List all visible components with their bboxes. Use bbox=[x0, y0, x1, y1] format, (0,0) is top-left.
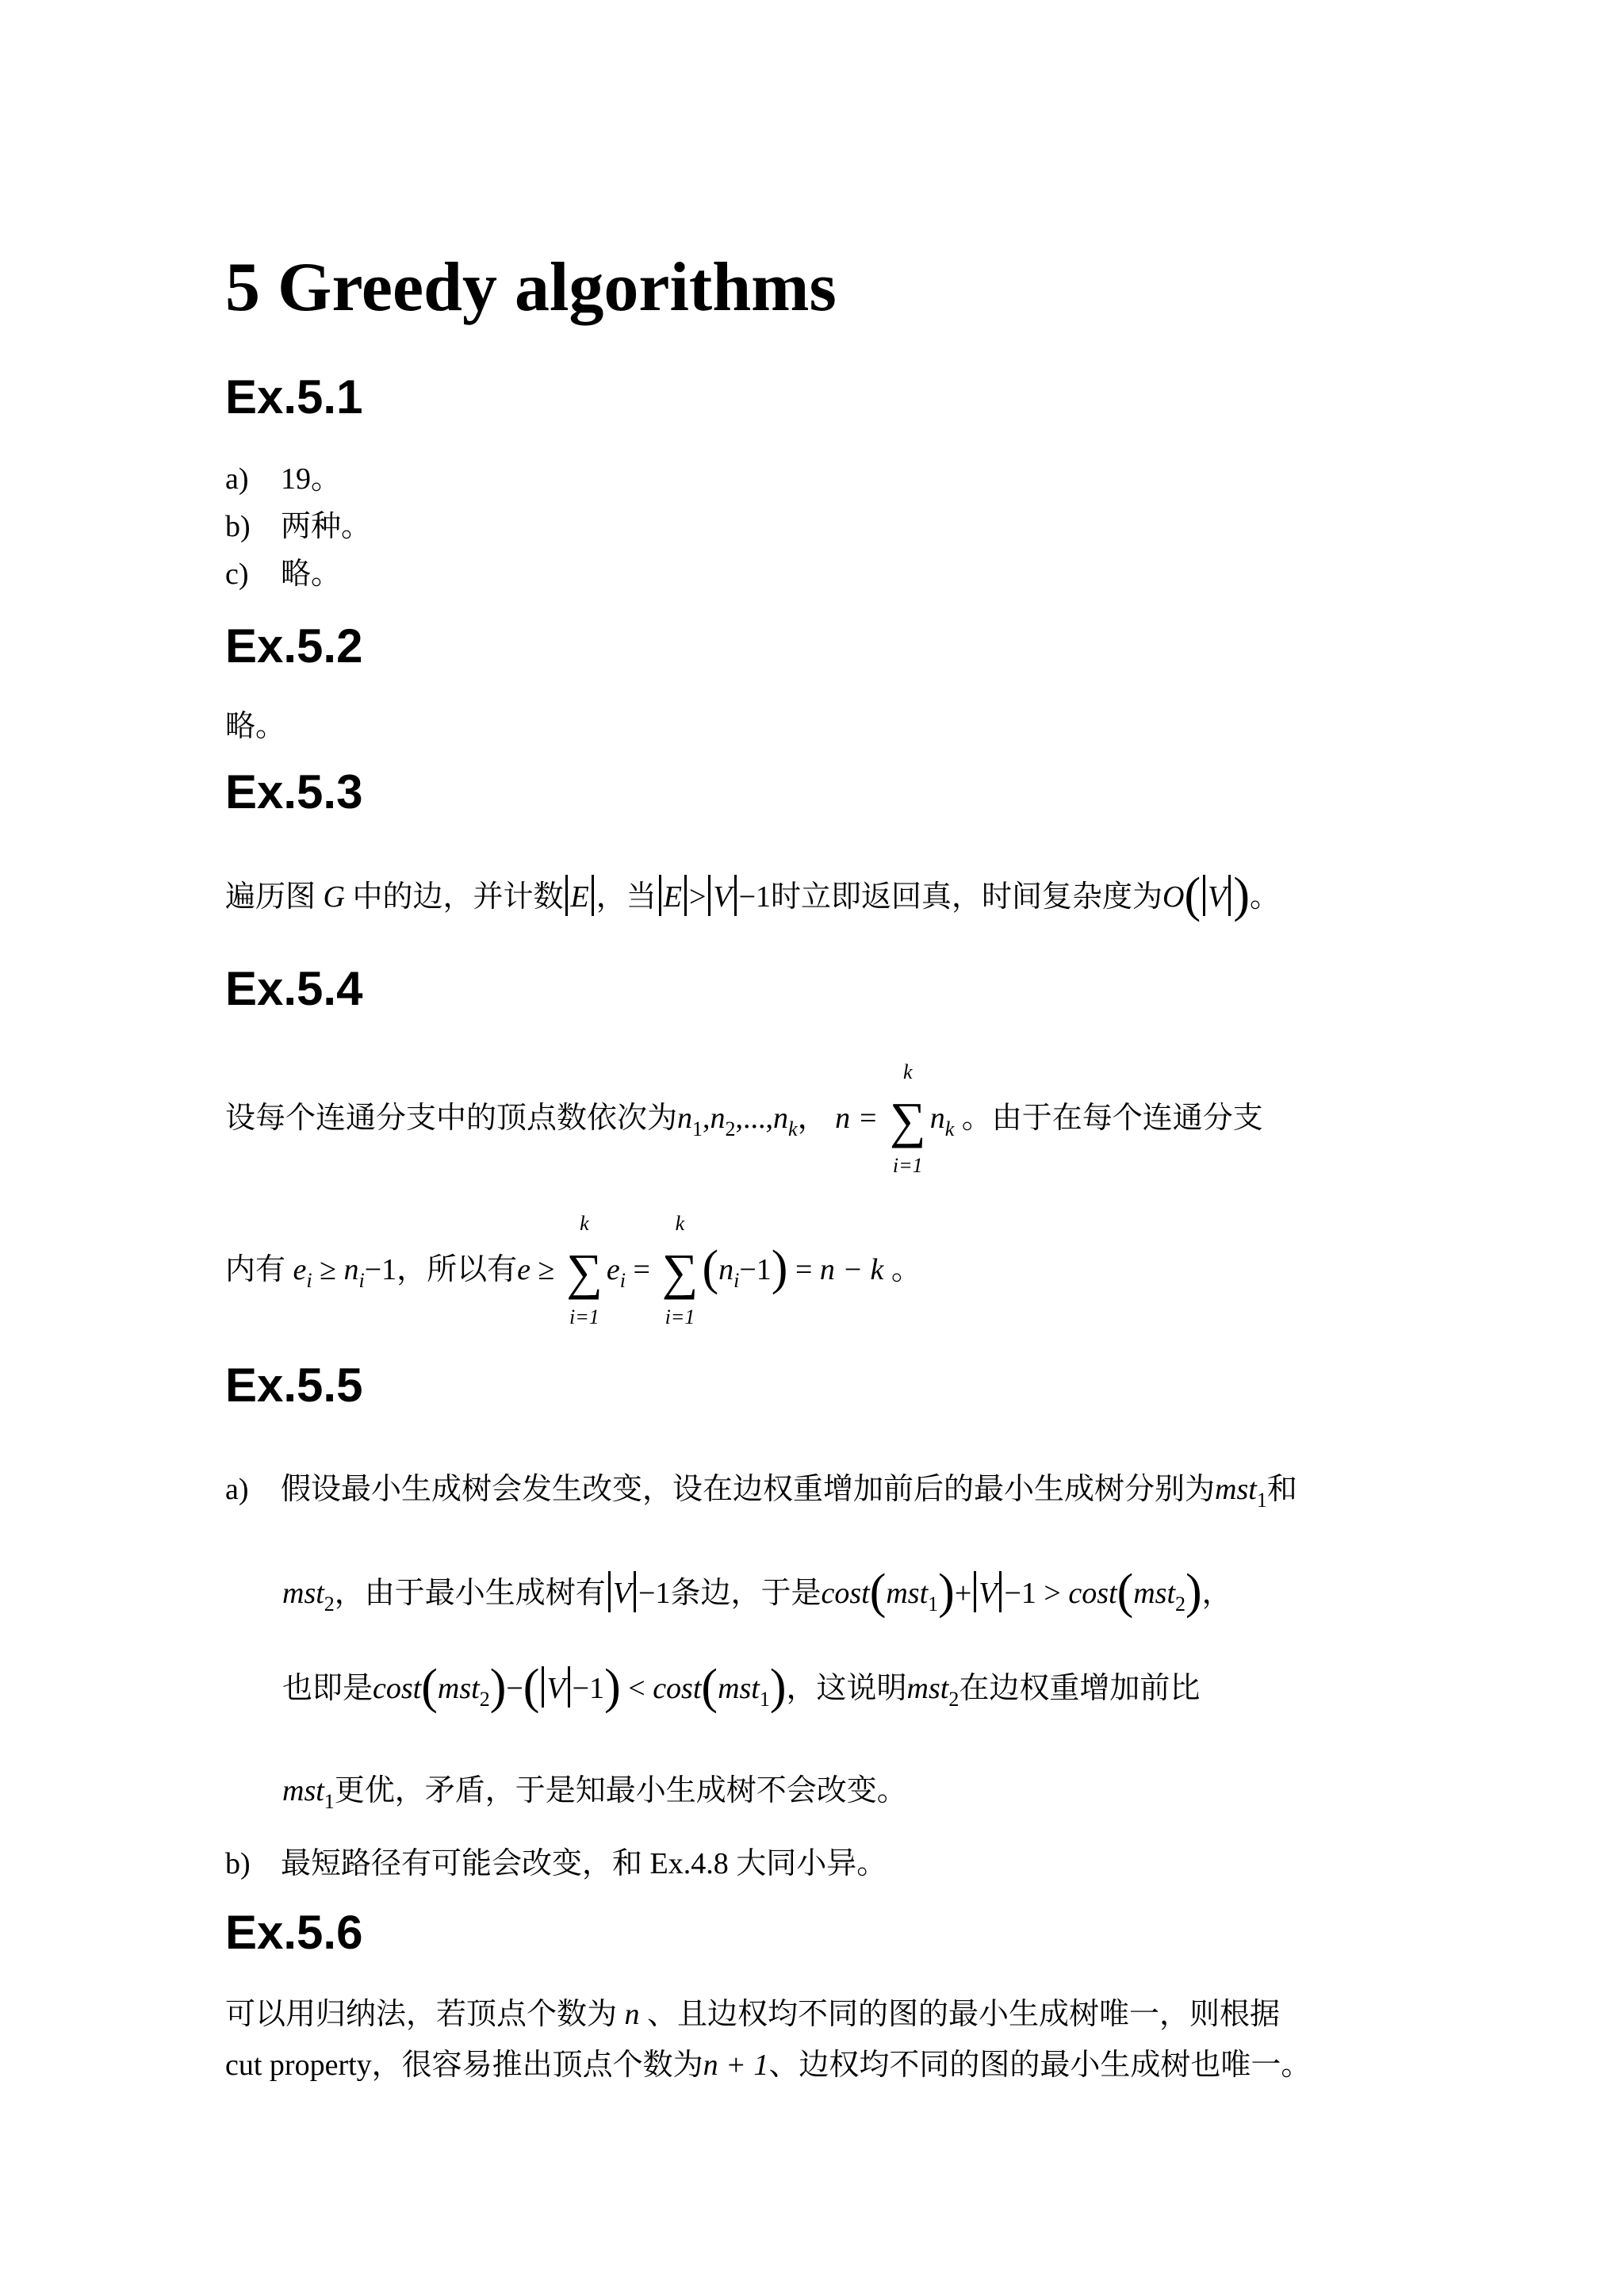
item-text: 略。 bbox=[281, 558, 342, 591]
minus-one: −1 bbox=[1004, 1577, 1036, 1610]
abs-bar bbox=[608, 1571, 611, 1612]
var-n: n bbox=[677, 1102, 693, 1135]
subscript: k bbox=[944, 1117, 955, 1140]
var-mst: mst bbox=[282, 1577, 324, 1610]
ex54-line2 bbox=[225, 1212, 921, 1328]
text: 最短路径有可能会改变，和 Ex.4.8 大同小异。 bbox=[281, 1847, 887, 1880]
item-label: c) bbox=[225, 558, 249, 591]
text: 中的边，并计数 bbox=[352, 880, 564, 914]
paren: ) bbox=[771, 1241, 788, 1295]
ex51-heading: Ex.5.1 bbox=[225, 370, 363, 424]
paren: ( bbox=[1184, 868, 1201, 922]
var-n: n bbox=[624, 1998, 640, 2031]
big-o: O bbox=[1162, 880, 1185, 914]
ex54-heading: Ex.5.4 bbox=[225, 962, 363, 1015]
text: 遍历图 bbox=[225, 880, 316, 914]
subscript: k bbox=[788, 1117, 798, 1140]
var-n: n bbox=[718, 1253, 734, 1286]
sum-lower: i=1 bbox=[569, 1305, 599, 1328]
ex52-heading: Ex.5.2 bbox=[225, 619, 363, 673]
paren: ) bbox=[1233, 868, 1251, 922]
ex56-line1 bbox=[225, 1989, 1280, 2033]
ex55-a-line2 bbox=[282, 1565, 1232, 1619]
var-G: G bbox=[323, 880, 345, 914]
text: 可以用归纳法，若顶点个数为 bbox=[225, 1998, 618, 2031]
ex53-heading: Ex.5.3 bbox=[225, 765, 363, 818]
abs-bar bbox=[734, 875, 737, 916]
paren: ) bbox=[769, 1660, 787, 1714]
chapter-title: 5 Greedy algorithms bbox=[225, 249, 837, 326]
abs-bar bbox=[592, 875, 594, 916]
paren: ( bbox=[702, 1241, 719, 1295]
op-plus: + bbox=[954, 1577, 972, 1610]
ex55-a-line4 bbox=[282, 1765, 907, 1814]
sigma: ∑ bbox=[566, 1244, 603, 1300]
sum-sign bbox=[886, 1060, 930, 1177]
text: 假设最小生成树会发生改变，设在边权重增加前后的最小生成树分别为 bbox=[281, 1473, 1216, 1506]
paren: ) bbox=[604, 1660, 621, 1714]
text: 。 bbox=[891, 1253, 921, 1286]
subscript: i bbox=[306, 1269, 312, 1292]
subscript: 2 bbox=[1175, 1593, 1186, 1616]
subscript: 2 bbox=[479, 1688, 490, 1711]
var-V: V bbox=[979, 1577, 998, 1610]
ex55-a-line1 bbox=[225, 1464, 1297, 1512]
sum-upper: k bbox=[902, 1060, 913, 1083]
fn-cost: cost bbox=[821, 1577, 870, 1610]
paren: ( bbox=[523, 1660, 540, 1714]
subscript: 2 bbox=[725, 1117, 736, 1140]
item-text: 两种。 bbox=[281, 510, 372, 543]
var-e: e bbox=[293, 1253, 307, 1286]
text: 时立即返回真，时间复杂度为 bbox=[771, 880, 1163, 914]
text: ， bbox=[797, 1102, 828, 1135]
ex56-heading: Ex.5.6 bbox=[225, 1906, 363, 1959]
n-equals: n = bbox=[835, 1102, 879, 1135]
var-n: n bbox=[343, 1253, 359, 1286]
text: 条边，于是 bbox=[670, 1577, 822, 1610]
op-ge: ≥ bbox=[320, 1253, 336, 1286]
subscript: 1 bbox=[1256, 1489, 1267, 1512]
text: 更优，矛盾，于是知最小生成树不会改变。 bbox=[334, 1774, 907, 1807]
sigma: ∑ bbox=[661, 1244, 699, 1300]
paren: ) bbox=[938, 1565, 955, 1619]
ex52-text: 略。 bbox=[225, 710, 286, 743]
ex55-b bbox=[225, 1838, 887, 1882]
item-text: 19。 bbox=[281, 462, 342, 496]
comma: , bbox=[703, 1102, 710, 1135]
fn-cost: cost bbox=[1068, 1577, 1117, 1610]
paren: ) bbox=[489, 1660, 507, 1714]
abs-bar bbox=[568, 1666, 570, 1708]
item-label: a) bbox=[225, 1473, 249, 1506]
var-mst: mst bbox=[886, 1577, 929, 1610]
text: 、且边权均不同的图的最小生成树唯一，则根据 bbox=[647, 1998, 1281, 2031]
var-e: e bbox=[606, 1253, 620, 1286]
text: 和 bbox=[1266, 1473, 1297, 1506]
sigma: ∑ bbox=[889, 1092, 926, 1148]
var-V: V bbox=[1208, 880, 1227, 914]
paren: ) bbox=[1185, 1565, 1202, 1619]
abs-bar bbox=[999, 1571, 1002, 1612]
var-n: n bbox=[929, 1102, 945, 1135]
op-lt: < bbox=[628, 1672, 645, 1705]
ex55-heading: Ex.5.5 bbox=[225, 1359, 363, 1412]
abs-bar bbox=[634, 1571, 636, 1612]
op-minus: − bbox=[506, 1672, 523, 1705]
text: ， bbox=[1201, 1577, 1232, 1610]
ex55-a-line3 bbox=[282, 1660, 1201, 1714]
subscript: 1 bbox=[928, 1593, 939, 1616]
dots: ,..., bbox=[735, 1102, 774, 1135]
op-ge: ≥ bbox=[538, 1253, 555, 1286]
ex56-line2 bbox=[225, 2040, 1311, 2083]
item-label: b) bbox=[225, 510, 251, 543]
var-e: e bbox=[517, 1253, 531, 1286]
text: 、边权均不同的图的最小生成树也唯一。 bbox=[768, 2049, 1312, 2082]
fn-cost: cost bbox=[653, 1672, 702, 1705]
abs-bar bbox=[684, 875, 687, 916]
subscript: 1 bbox=[759, 1688, 770, 1711]
var-mst: mst bbox=[906, 1672, 949, 1705]
text: 在边权重增加前比 bbox=[959, 1672, 1201, 1705]
minus-one: −1 bbox=[638, 1577, 671, 1610]
text: ，当 bbox=[596, 880, 657, 914]
op-eq: = bbox=[795, 1253, 813, 1286]
abs-bar bbox=[1203, 875, 1205, 916]
var-mst: mst bbox=[437, 1672, 480, 1705]
sum-upper: k bbox=[675, 1212, 685, 1235]
item-label: a) bbox=[225, 462, 249, 496]
ex53-line bbox=[225, 868, 1281, 922]
op-eq: = bbox=[633, 1253, 650, 1286]
op-gt: > bbox=[688, 880, 707, 914]
ex51-item-b bbox=[225, 501, 371, 545]
subscript: i bbox=[619, 1269, 626, 1292]
text: ，这说明 bbox=[786, 1672, 907, 1705]
text: 也即是 bbox=[282, 1672, 373, 1705]
abs-bar bbox=[659, 875, 661, 916]
subscript: 2 bbox=[948, 1688, 959, 1711]
paren: ( bbox=[421, 1660, 438, 1714]
fn-cost: cost bbox=[373, 1672, 422, 1705]
var-mst: mst bbox=[718, 1672, 760, 1705]
text: 设每个连通分支中的顶点数依次为 bbox=[225, 1102, 678, 1135]
var-mst: mst bbox=[282, 1774, 324, 1807]
text: 。 bbox=[1250, 880, 1281, 914]
ex54-line1 bbox=[225, 1060, 1263, 1177]
subscript: 2 bbox=[324, 1593, 335, 1616]
var-n: n bbox=[710, 1102, 726, 1135]
sum-upper: k bbox=[580, 1212, 589, 1235]
paren: ( bbox=[701, 1660, 718, 1714]
abs-bar bbox=[542, 1666, 544, 1708]
minus-one: −1 bbox=[739, 1253, 772, 1286]
var-mst: mst bbox=[1215, 1473, 1257, 1506]
sum-sign bbox=[562, 1212, 607, 1328]
var-E: E bbox=[570, 880, 589, 914]
var-mst: mst bbox=[1133, 1577, 1176, 1610]
var-V: V bbox=[713, 880, 732, 914]
ex51-item-a bbox=[225, 454, 341, 497]
abs-bar bbox=[1228, 875, 1231, 916]
op-gt: > bbox=[1044, 1577, 1061, 1610]
abs-bar bbox=[708, 875, 710, 916]
minus-one: −1 bbox=[738, 880, 772, 914]
abs-bar bbox=[974, 1571, 976, 1612]
sum-lower: i=1 bbox=[892, 1154, 923, 1177]
n-plus-one: n + 1 bbox=[703, 2049, 769, 2082]
paren: ( bbox=[1116, 1565, 1134, 1619]
sum-lower: i=1 bbox=[665, 1305, 695, 1328]
var-V: V bbox=[546, 1672, 565, 1705]
text: 。由于在每个连通分支 bbox=[961, 1102, 1263, 1135]
var-E: E bbox=[663, 880, 682, 914]
subscript: 1 bbox=[324, 1790, 335, 1813]
text: ，由于最小生成树有 bbox=[334, 1577, 606, 1610]
minus-one: −1 bbox=[572, 1672, 605, 1705]
sum-sign bbox=[657, 1212, 702, 1328]
subscript: i bbox=[358, 1269, 365, 1292]
text: 内有 bbox=[225, 1253, 286, 1286]
text: ，所以有 bbox=[396, 1253, 518, 1286]
paren: ( bbox=[869, 1565, 887, 1619]
n-minus-k: n − k bbox=[819, 1253, 884, 1286]
text: cut property，很容易推出顶点个数为 bbox=[225, 2049, 703, 2082]
subscript: i bbox=[733, 1269, 740, 1292]
item-label: b) bbox=[225, 1847, 251, 1880]
abs-bar bbox=[565, 875, 568, 916]
var-V: V bbox=[612, 1577, 632, 1610]
subscript: 1 bbox=[692, 1117, 703, 1140]
minus-one: −1 bbox=[364, 1253, 397, 1286]
ex51-item-c bbox=[225, 549, 341, 592]
var-n: n bbox=[773, 1102, 789, 1135]
